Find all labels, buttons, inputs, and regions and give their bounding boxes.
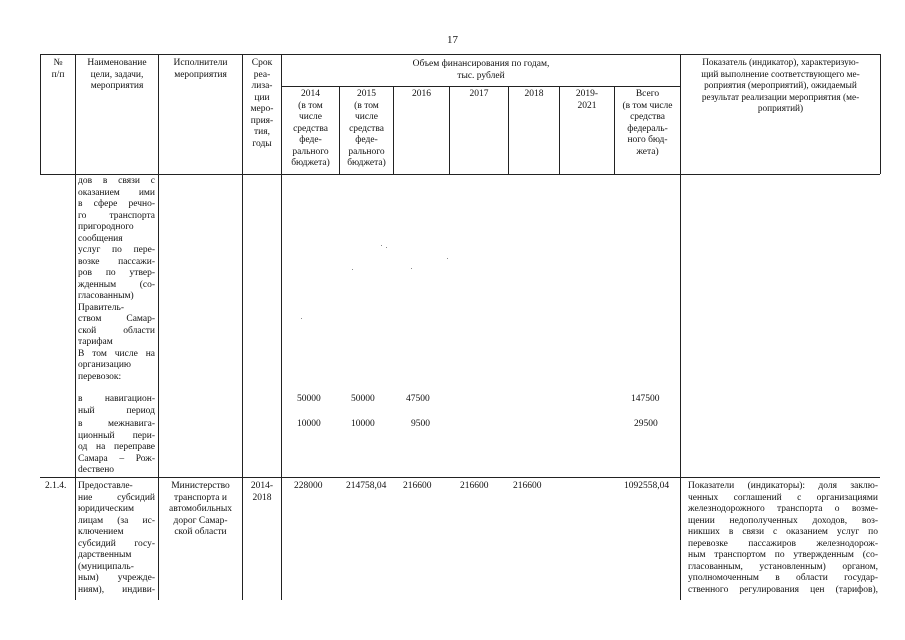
subrow-2014: 10000 <box>297 419 321 429</box>
subrow-2016: 47500 <box>406 394 430 404</box>
subrow-2015: 50000 <box>351 394 375 404</box>
continuation-text: дов в связи с оказанием ими в сфере речно- го транспорта пригородного сообщения услуг по пере- возке пассажи- ров по утвер- жденным (со- гласованным) Правитель- ством Самар- ской области тарифам В том числе на организацию перевозок: <box>78 176 155 382</box>
rule-top <box>40 54 880 55</box>
rule-v-right <box>880 54 881 174</box>
row-total: 1092558,04 <box>624 481 670 491</box>
header-2015: 2015 (в том числе средства феде- рального бюджета) <box>347 89 386 168</box>
subrow-2015: 10000 <box>351 419 375 429</box>
subrow-total: 29500 <box>634 419 658 429</box>
header-2019-2021: 2019- 2021 <box>575 89 599 111</box>
header-2017: 2017 <box>469 89 489 99</box>
scan-speck <box>381 245 382 246</box>
row-2018: 216600 <box>513 481 542 491</box>
header-2018: 2018 <box>524 89 544 99</box>
subrow-2014: 50000 <box>297 394 321 404</box>
row-executor: Министерство транспорта и автомобильных дорог Самар- ской области <box>168 481 233 537</box>
row-2015: 214758,04 <box>346 481 387 491</box>
header-indicator: Показатель (индикатор), характеризую- щий выполнение соответствующего ме- роприятия (мероприятий), ожидаемый результат реализации мероприятия (ме- роприятий) <box>701 58 860 114</box>
row-indicator: Показатели (индикаторы): доля заклю- ченных соглашений с организациями железнодорожного транспорта о возме- щении недополученных доходов, воз- никших в связи с оказанием услуг по перевозке пассажиров железнодорож- ным транспортом по утвержденным (со- гласованным, установленным) органом, уполномоченным в области государ- ственного регулирования цен (тарифов), <box>688 481 878 595</box>
rule-v-total <box>680 54 681 600</box>
header-num: № п/п <box>51 58 65 80</box>
scan-speck <box>352 269 353 270</box>
row-2017: 216600 <box>460 481 489 491</box>
header-executors: Исполнители мероприятия <box>173 58 228 80</box>
subrow-label: в навигацион- ный период <box>78 394 155 416</box>
subrow-label: в межнавига- ционный пери- од на переправе Самара – Рож- dественo <box>78 419 155 475</box>
page-number: 17 <box>447 34 458 46</box>
row-name: Предоставле- ние субсидий юридическим лицам (за ис- ключением субсидий госу- дарственным (муниципаль- ным) учрежде- ниям), индиви- <box>78 481 155 595</box>
subrow-total: 147500 <box>631 394 660 404</box>
scan-speck <box>386 247 387 248</box>
header-term: Срок реа- лиза- ции меро- прия- тия, годы <box>250 58 274 149</box>
rule-v-num <box>75 54 76 600</box>
row-2014: 228000 <box>294 481 323 491</box>
rule-volume-bottom <box>281 86 680 87</box>
header-2016: 2016 <box>412 89 431 99</box>
rule-header-bottom <box>40 174 880 175</box>
row-number: 2.1.4. <box>45 481 67 491</box>
header-name: Наименование цели, задачи, мероприятия <box>87 58 147 91</box>
header-total: Всего (в том числе средства федераль- ного бюд- жета) <box>622 89 673 157</box>
row-term: 2014- 2018 <box>250 481 274 503</box>
rule-row-separator <box>40 477 880 478</box>
subrow-2016: 9500 <box>411 419 430 429</box>
header-volume: Объем финансирования по годам, тыс. рублей <box>412 59 550 81</box>
header-2014: 2014 (в том числе средства феде- рального бюджета) <box>291 89 330 168</box>
scan-speck <box>301 318 302 319</box>
row-2016: 216600 <box>403 481 432 491</box>
scan-speck <box>411 268 412 269</box>
scan-speck <box>447 258 448 259</box>
